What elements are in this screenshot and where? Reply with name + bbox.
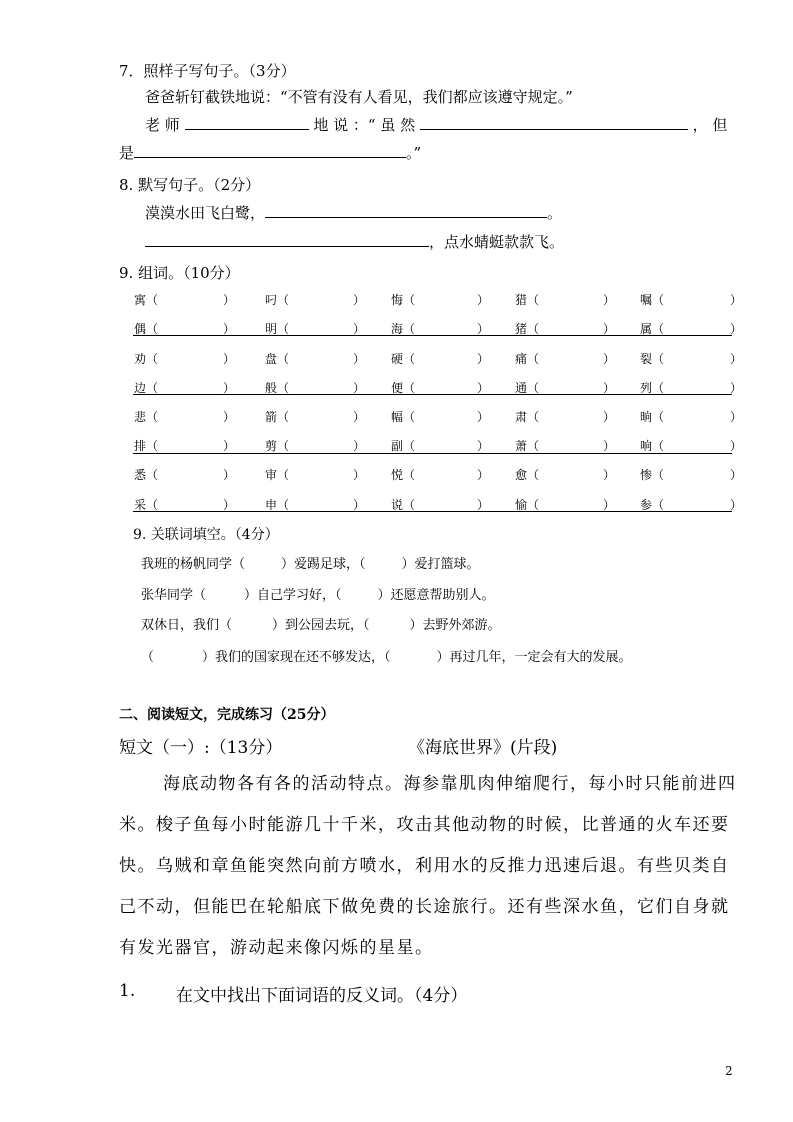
word-char: 偶 <box>134 322 147 336</box>
open-paren: （ <box>277 293 290 307</box>
word-char: 悉 <box>134 468 147 482</box>
close-paren: ） <box>477 439 490 453</box>
close-paren: ） <box>223 439 236 453</box>
q9b-sentence-4 <box>141 646 632 665</box>
close-paren: ） <box>603 468 616 482</box>
q7-line1-b: 地 说 ：“ 虽 然 <box>313 116 416 134</box>
q9-title: 9. 组词。（10分） <box>119 264 240 282</box>
close-paren: ） <box>730 322 743 336</box>
open-paren: （ <box>277 322 290 336</box>
open-paren: （ <box>277 352 290 366</box>
q8-line2-end: ，点水蜻蜓款款飞。 <box>429 233 565 251</box>
close-paren: ） <box>730 410 743 424</box>
grid-rule <box>133 335 732 336</box>
word-char: 列 <box>640 381 653 395</box>
q7-title: 7．照样子写句子。（3分） <box>119 62 296 80</box>
grid-rule <box>133 394 732 395</box>
word-cell[interactable] <box>515 437 616 454</box>
open-paren: （ <box>403 352 416 366</box>
q8-line2 <box>145 231 564 252</box>
open-paren: （ <box>146 293 159 307</box>
open-paren: （ <box>652 352 665 366</box>
close-paren: ） <box>223 381 236 395</box>
word-char: 边 <box>134 381 147 395</box>
close-paren: ） <box>603 381 616 395</box>
q7-line2 <box>119 142 421 163</box>
q8-line1-end: 。 <box>547 204 563 222</box>
open-paren: （ <box>403 498 416 512</box>
close-paren: ） <box>353 322 366 336</box>
q8-blank-1[interactable] <box>265 203 547 218</box>
open-paren: （ <box>146 322 159 336</box>
word-cell[interactable] <box>391 466 490 483</box>
q7-example: 爸爸斩钉截铁地说：“不管有没有人看见，我们都应该遵守规定。” <box>145 88 573 106</box>
word-char: 箭 <box>265 410 278 424</box>
question-1-text: 在文中找出下面词语的反义词。（4分） <box>176 986 468 1006</box>
q7-line1-a: 老 师 <box>145 116 180 134</box>
close-paren: ） <box>223 352 236 366</box>
word-cell[interactable] <box>265 350 366 367</box>
close-paren: ） <box>603 293 616 307</box>
open-paren: （ <box>146 352 159 366</box>
open-paren: （ <box>277 410 290 424</box>
word-char: 悲 <box>134 410 147 424</box>
word-char: 便 <box>391 381 404 395</box>
word-char: 般 <box>265 381 278 395</box>
word-char: 副 <box>391 439 404 453</box>
open-paren: （ <box>146 468 159 482</box>
q7-line1 <box>145 114 727 135</box>
word-char: 晌 <box>640 410 653 424</box>
grid-rule <box>133 453 732 454</box>
open-paren: （ <box>527 468 540 482</box>
word-cell[interactable] <box>391 291 490 308</box>
word-char: 肃 <box>515 410 528 424</box>
close-paren: ） <box>730 293 743 307</box>
s3-part-2: ）到公园去玩，（ <box>272 618 370 633</box>
q7-blank-2[interactable] <box>420 115 688 130</box>
section-heading: 二、阅读短文，完成练习（25分） <box>119 707 335 723</box>
close-paren: ） <box>223 293 236 307</box>
close-paren: ） <box>730 352 743 366</box>
word-char: 说 <box>391 498 404 512</box>
word-char: 叼 <box>265 293 278 307</box>
word-cell[interactable] <box>134 291 236 308</box>
word-cell[interactable] <box>640 466 743 483</box>
q7-blank-3[interactable] <box>134 143 406 158</box>
q7-line1-c: ， 但 <box>692 116 728 134</box>
close-paren: ） <box>353 352 366 366</box>
close-paren: ） <box>730 381 743 395</box>
s1-part-1: 我班的杨帆同学（ <box>141 557 246 572</box>
open-paren: （ <box>403 293 416 307</box>
close-paren: ） <box>603 352 616 366</box>
close-paren: ） <box>730 468 743 482</box>
open-paren: （ <box>403 439 416 453</box>
word-char: 愈 <box>515 468 528 482</box>
q7-blank-1[interactable] <box>185 115 309 130</box>
close-paren: ） <box>603 498 616 512</box>
close-paren: ） <box>223 498 236 512</box>
open-paren: （ <box>146 381 159 395</box>
word-char: 悦 <box>391 468 404 482</box>
close-paren: ） <box>477 322 490 336</box>
s2-part-2: ）自己学习好，（ <box>244 588 342 603</box>
open-paren: （ <box>652 293 665 307</box>
close-paren: ） <box>477 381 490 395</box>
close-paren: ） <box>603 322 616 336</box>
word-cell[interactable] <box>640 350 743 367</box>
passage-paragraph: 海底动物各有各的活动特点。海参靠肌肉伸缩爬行，每小时只能前进四米。梭子鱼每小时能游几十千米，攻击其他动物的时候，比普通的火车还要快。乌贼和章鱼能突然向前方喷水，利用水的反推力迅速后退。有些贝类自己不动，但能巴在轮船底下做免费的长途旅行。还有些深水鱼，它们自身就有发光器官，游动起来像闪烁的星星。 <box>119 774 737 958</box>
word-char: 排 <box>134 439 147 453</box>
open-paren: （ <box>403 410 416 424</box>
word-char: 剪 <box>265 439 278 453</box>
open-paren: （ <box>652 439 665 453</box>
close-paren: ） <box>477 293 490 307</box>
word-char: 悔 <box>391 293 404 307</box>
grid-rule <box>133 511 732 512</box>
word-char: 猎 <box>515 293 528 307</box>
page-number: 2 <box>725 1064 733 1078</box>
word-char: 参 <box>640 498 653 512</box>
close-paren: ） <box>353 293 366 307</box>
close-paren: ） <box>730 439 743 453</box>
word-char: 海 <box>391 322 404 336</box>
s2-part-3: ）还愿意帮助别人。 <box>377 588 495 603</box>
word-char: 硬 <box>391 352 404 366</box>
word-cell[interactable] <box>391 350 490 367</box>
s4-part-1: （ <box>141 650 155 665</box>
open-paren: （ <box>652 381 665 395</box>
word-char: 劝 <box>134 352 147 366</box>
word-char: 通 <box>515 381 528 395</box>
word-char: 响 <box>640 439 653 453</box>
word-cell[interactable] <box>391 437 490 454</box>
word-char: 萧 <box>515 439 528 453</box>
word-cell[interactable] <box>515 408 616 425</box>
open-paren: （ <box>527 293 540 307</box>
open-paren: （ <box>527 498 540 512</box>
s4-part-2: ）我们的国家现在还不够发达，（ <box>202 650 391 665</box>
open-paren: （ <box>277 498 290 512</box>
q7-line2-b: 。” <box>406 144 422 162</box>
q9b-title: 9. 关联词填空。（4分） <box>133 527 279 543</box>
word-char: 裂 <box>640 352 653 366</box>
close-paren: ） <box>223 468 236 482</box>
word-cell[interactable] <box>391 408 490 425</box>
word-cell[interactable] <box>640 437 743 454</box>
word-char: 嘱 <box>640 293 653 307</box>
word-cell[interactable] <box>640 408 743 425</box>
close-paren: ） <box>223 410 236 424</box>
open-paren: （ <box>652 410 665 424</box>
word-char: 申 <box>265 498 278 512</box>
question-1-number: 1. <box>119 981 136 1001</box>
q9b-sentence-1 <box>141 553 480 572</box>
close-paren: ） <box>603 439 616 453</box>
open-paren: （ <box>527 410 540 424</box>
word-char: 幅 <box>391 410 404 424</box>
word-cell[interactable] <box>265 437 366 454</box>
open-paren: （ <box>277 439 290 453</box>
q9b-sentence-2 <box>141 584 495 603</box>
close-paren: ） <box>730 498 743 512</box>
open-paren: （ <box>403 381 416 395</box>
word-char: 惨 <box>640 468 653 482</box>
s1-part-3: ）爱打篮球。 <box>401 557 480 572</box>
s1-part-2: ）爱踢足球，（ <box>281 557 366 572</box>
word-char: 盘 <box>265 352 278 366</box>
word-cell[interactable] <box>515 291 616 308</box>
q8-title: 8. 默写句子。（2分） <box>119 176 261 194</box>
close-paren: ） <box>353 498 366 512</box>
open-paren: （ <box>403 322 416 336</box>
word-cell[interactable] <box>134 466 236 483</box>
open-paren: （ <box>277 381 290 395</box>
close-paren: ） <box>353 468 366 482</box>
close-paren: ） <box>353 439 366 453</box>
word-char: 明 <box>265 322 278 336</box>
close-paren: ） <box>353 381 366 395</box>
s4-part-3: ）再过几年，一定会有大的发展。 <box>436 650 632 665</box>
open-paren: （ <box>652 322 665 336</box>
open-paren: （ <box>146 498 159 512</box>
close-paren: ） <box>477 352 490 366</box>
word-cell[interactable] <box>640 291 743 308</box>
word-cell[interactable] <box>265 408 366 425</box>
s3-part-3: ）去野外郊游。 <box>409 618 501 633</box>
open-paren: （ <box>146 410 159 424</box>
close-paren: ） <box>223 322 236 336</box>
open-paren: （ <box>652 498 665 512</box>
q9b-sentence-3 <box>141 614 501 633</box>
open-paren: （ <box>146 439 159 453</box>
q8-line1 <box>145 202 562 223</box>
word-char: 猪 <box>515 322 528 336</box>
open-paren: （ <box>277 468 290 482</box>
passage-label: 短文（一）:（13分） <box>119 738 283 758</box>
word-cell[interactable] <box>265 291 366 308</box>
word-char: 寓 <box>134 293 147 307</box>
word-cell[interactable] <box>515 466 616 483</box>
passage-title: 《海底世界》(片段) <box>408 738 558 758</box>
open-paren: （ <box>527 322 540 336</box>
word-cell[interactable] <box>134 437 236 454</box>
s3-part-1: 双休日，我们（ <box>141 618 233 633</box>
open-paren: （ <box>527 352 540 366</box>
open-paren: （ <box>527 439 540 453</box>
q8-blank-2[interactable] <box>145 232 429 247</box>
word-char: 愉 <box>515 498 528 512</box>
s2-part-1: 张华同学（ <box>141 588 207 603</box>
open-paren: （ <box>527 381 540 395</box>
word-char: 采 <box>134 498 147 512</box>
close-paren: ） <box>477 498 490 512</box>
word-char: 属 <box>640 322 653 336</box>
word-char: 痛 <box>515 352 528 366</box>
word-cell[interactable] <box>515 350 616 367</box>
open-paren: （ <box>652 468 665 482</box>
close-paren: ） <box>477 410 490 424</box>
word-cell[interactable] <box>265 466 366 483</box>
word-cell[interactable] <box>134 350 236 367</box>
close-paren: ） <box>603 410 616 424</box>
word-cell[interactable] <box>134 408 236 425</box>
q8-line1-text: 漠漠水田飞白鹭， <box>145 204 266 222</box>
close-paren: ） <box>353 410 366 424</box>
open-paren: （ <box>403 468 416 482</box>
word-char: 审 <box>265 468 278 482</box>
q7-line2-a: 是 <box>119 144 135 162</box>
close-paren: ） <box>477 468 490 482</box>
